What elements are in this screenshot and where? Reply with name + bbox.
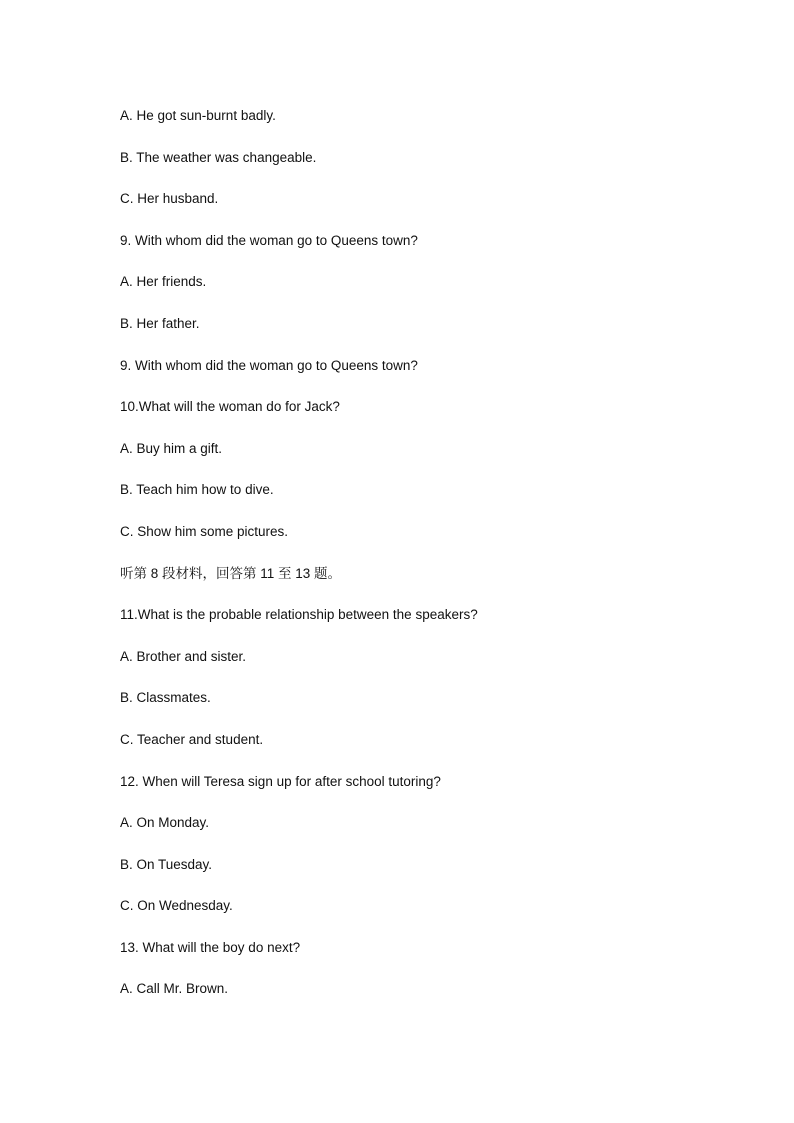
option-line: A. Buy him a gift.: [120, 440, 223, 456]
option-line: A. On Monday.: [120, 815, 210, 831]
option-line: A. Call Mr. Brown.: [120, 981, 229, 997]
question-line: 11.What is the probable relationship between the speakers?: [120, 607, 478, 623]
document-page: [120, 107, 734, 1022]
option-line: C. Teacher and student.: [120, 731, 264, 747]
option-line: B. Her father.: [120, 315, 200, 331]
option-line: B. The weather was changeable.: [120, 149, 317, 165]
question-line: 9. With whom did the woman go to Queens town?: [120, 357, 418, 373]
question-line: 10.What will the woman do for Jack?: [120, 399, 340, 415]
option-line: C. Her husband.: [120, 191, 219, 207]
question-line: 13. What will the boy do next?: [120, 939, 301, 955]
option-line: B. Classmates.: [120, 690, 211, 706]
option-line: B. On Tuesday.: [120, 856, 213, 872]
option-line: A. Her friends.: [120, 274, 207, 290]
option-line: A. Brother and sister.: [120, 648, 247, 664]
question-line: 12. When will Teresa sign up for after school tutoring?: [120, 773, 441, 789]
option-line: A. He got sun-burnt badly.: [120, 108, 276, 123]
option-line: C. On Wednesday.: [120, 898, 233, 914]
option-line: C. Show him some pictures.: [120, 523, 289, 539]
question-line: 9. With whom did the woman go to Queens town?: [120, 232, 418, 248]
section-instruction: 听第 8 段材料，回答第 11 至 13 题。: [120, 565, 342, 581]
option-line: B. Teach him how to dive.: [120, 482, 274, 498]
